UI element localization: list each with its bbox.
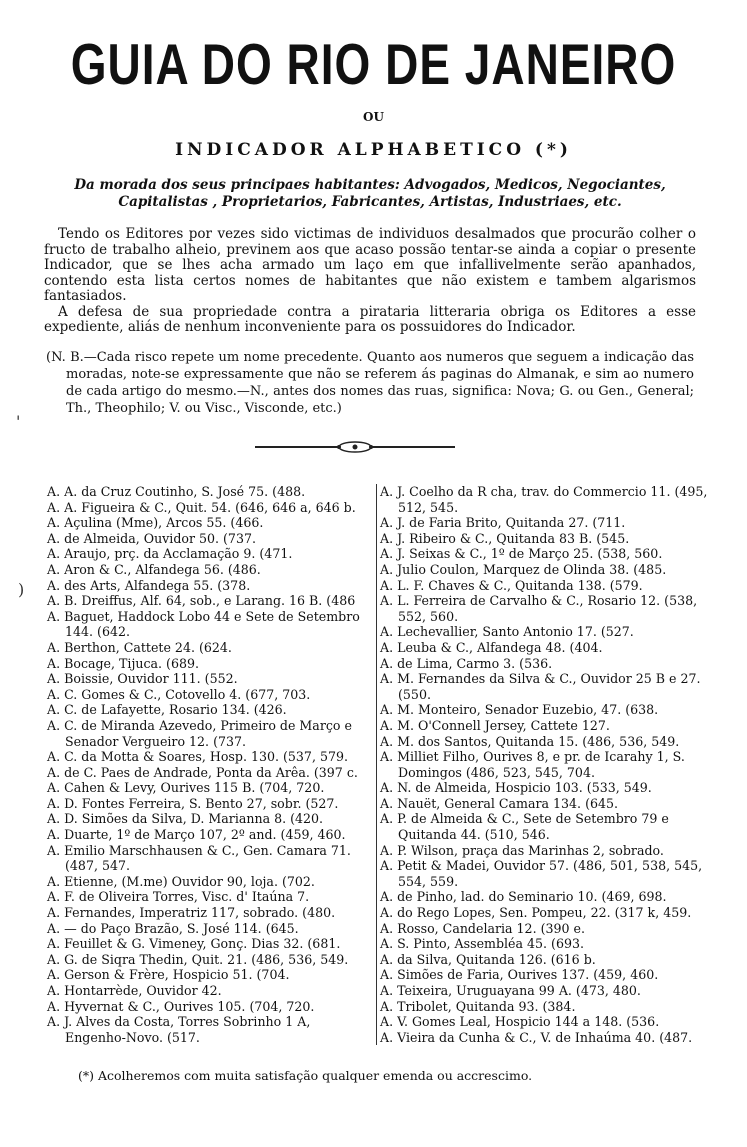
directory-entry: A. Bocage, Tijuca. (689. — [47, 655, 199, 671]
directory-entry: A. Simões de Faria, Ourives 137. (459, 460. — [380, 967, 659, 983]
directory-entry: A. Emilio Marschhausen & C., Gen. Camara 71. (487, 547. — [47, 842, 351, 874]
directory-entry: A. Hyvernat & C., Ourives 105. (704, 720. — [47, 998, 315, 1014]
directory-entry: A. Rosso, Candelaria 12. (390 e. — [380, 920, 585, 936]
footnote: (*) Acolheremos com muita satisfação qualquer emenda ou accrescimo. — [78, 1068, 533, 1083]
directory-entry: A. de Pinho, lad. do Seminario 10. (469, 698. — [380, 889, 667, 905]
directory-entry: A. de Lima, Carmo 3. (536. — [380, 655, 553, 671]
directory-entry: A. S. Pinto, Assembléa 45. (693. — [380, 936, 585, 952]
margin-bracket-icon: ) — [18, 580, 25, 599]
directory-entry: A. M. O'Connell Jersey, Cattete 127. — [380, 717, 610, 733]
directory-entry: A. Boissie, Ouvidor 111. (552. — [47, 671, 238, 687]
directory-entry: A. D. Fontes Ferreira, S. Bento 27, sobr. (527. — [47, 795, 339, 811]
directory-entry: A. B. Dreiffus, Alf. 64, sob., e Larang. 16 B. (486 — [47, 593, 356, 609]
directory-entry: A. Hontarrède, Ouvidor 42. — [47, 983, 222, 998]
directory-entry: A. J. Seixas & C., 1º de Março 25. (538, 560. — [380, 546, 663, 562]
directory-entry: A. Milliet Filho, Ourives 8, e pr. de Icarahy 1, S. Domingos (486, 523, 545, 704. — [380, 749, 685, 780]
directory-entry: A. — do Paço Brazão, S. José 114. (645. — [47, 920, 299, 936]
page-title: GUIA DO RIO DE JANEIRO — [70, 31, 677, 97]
directory-entry: A. Araujo, prç. da Acclamação 9. (471. — [47, 546, 293, 562]
intro-paragraph-1: Tendo os Editores por vezes sido victimas de individuos desalmados que procurão colher o fructo de trabalho alheio, previnem aos que acaso possão tentar-se ainda a copiar o presente Indicador, que se lhes acha armado um laço em que infallivelmente serão apanhados, contendo esta lista certos nomes de habitantes que não existem e tambem algarismos fantasiados. — [44, 226, 696, 304]
intro-paragraph-2: A defesa de sua propriedade contra a pirataria litteraria obriga os Editores a esse expediente, aliás de nenhum inconveniente para os possuidores do Indicador. — [44, 303, 696, 335]
directory-entry: A. M. Monteiro, Senador Euzebio, 47. (638. — [380, 702, 659, 718]
directory-entry: A. C. Gomes & C., Cotovello 4. (677, 703. — [47, 686, 311, 702]
directory-entry: A. Petit & Madei, Ouvidor 57. (486, 501, 538, 545, 554, 559. — [380, 858, 703, 889]
directory-entry: A. A. Figueira & C., Quit. 54. (646, 646 a, 646 b. — [47, 499, 356, 515]
directory-entry: A. L. Ferreira de Carvalho & C., Rosario 12. (538, 552, 560. — [380, 593, 698, 624]
nota-bene — [46, 349, 694, 417]
directory-entry: A. Nauët, General Camara 134. (645. — [380, 795, 619, 811]
directory-entry: A. Tribolet, Quitanda 93. (384. — [380, 998, 576, 1014]
directory-entry: A. Aron & C., Alfandega 56. (486. — [47, 561, 261, 577]
margin-mark-icon: ' — [16, 412, 21, 431]
entries-left-column — [47, 484, 373, 1045]
description-heading: Da morada dos seus principaes habitantes: Advogados, Medicos, Negociantes, Capitalistas , Proprietarios, Fabricantes, Artistas, Industriaes, etc. — [74, 177, 666, 210]
ornament-divider-icon — [255, 440, 455, 454]
directory-entry: A. P. Wilson, praça das Marinhas 2, sobrado. — [380, 842, 664, 858]
directory-entry: A. Gerson & Frère, Hospicio 51. (704. — [47, 967, 290, 983]
title-connector: OU — [363, 110, 384, 124]
directory-entry: A. de Almeida, Ouvidor 50. (737. — [47, 530, 256, 546]
directory-entry: A. L. F. Chaves & C., Quitanda 138. (579. — [380, 577, 643, 593]
directory-entry: A. Berthon, Cattete 24. (624. — [47, 639, 232, 655]
page-subtitle: INDICADOR ALPHABETICO (*) — [175, 140, 572, 160]
directory-entry: A. Baguet, Haddock Lobo 44 e Sete de Setembro 144. (642. — [47, 608, 360, 640]
directory-entry: A. Leuba & C., Alfandega 48. (404. — [380, 639, 603, 655]
directory-entry: A. Feuillet & G. Vimeney, Gonç. Dias 32. (681. — [47, 936, 341, 952]
directory-entry: A. M. Fernandes da Silva & C., Ouvidor 25 B e 27. (550. — [380, 671, 701, 702]
directory-entry: A. des Arts, Alfandega 55. (378. — [47, 577, 251, 593]
directory-entry: A. C. da Motta & Soares, Hosp. 130. (537, 579. — [47, 749, 348, 765]
directory-entry: A. Açulina (Mme), Arcos 55. (466. — [47, 515, 264, 531]
directory-entry: A. D. Simões da Silva, D. Marianna 8. (420. — [47, 811, 324, 827]
directory-entry: A. da Silva, Quitanda 126. (616 b. — [380, 951, 596, 967]
directory-entry: A. de C. Paes de Andrade, Ponta da Arêa. (397 c. — [47, 764, 358, 780]
directory-entry: A. do Rego Lopes, Sen. Pompeu, 22. (317 k, 459. — [380, 905, 692, 921]
directory-entry: A. J. Alves da Costa, Torres Sobrinho 1 A, Engenho-Novo. (517. — [47, 1014, 311, 1045]
directory-entry: A. Duarte, 1º de Março 107, 2º and. (459, 460. — [47, 827, 346, 843]
nota-bene-text: (N. B.—Cada risco repete um nome precedente. Quanto aos numeros que seguem a indicação das moradas, note-se expressamente que não se referem ás paginas do Almanak, e sim ao numero de cada artigo do mesmo.—N., antes dos nomes das ruas, significa: Nova; G. ou Gen., General; Th., Theophilo; V. ou Visc., Visconde, etc.) — [46, 350, 694, 416]
directory-entry: A. Cahen & Levy, Ourives 115 B. (704, 720. — [47, 780, 325, 796]
intro-text — [44, 227, 696, 336]
directory-entry: A. J. de Faria Brito, Quitanda 27. (711. — [380, 515, 626, 531]
directory-entry: A. N. de Almeida, Hospicio 103. (533, 549. — [380, 780, 652, 796]
directory-entry: A. Etienne, (M.me) Ouvidor 90, loja. (702. — [47, 873, 315, 889]
directory-entry: A. Teixeira, Uruguayana 99 A. (473, 480. — [380, 983, 641, 998]
directory-entry: A. P. de Almeida & C., Sete de Setembro 79 e Quitanda 44. (510, 546. — [380, 811, 669, 843]
directory-entry: A. C. de Lafayette, Rosario 134. (426. — [47, 702, 287, 718]
directory-entry: A. M. dos Santos, Quitanda 15. (486, 536, 549. — [380, 733, 680, 749]
directory-entry: A. V. Gomes Leal, Hospicio 144 a 148. (536. — [380, 1014, 660, 1030]
entries-right-column — [376, 484, 710, 1045]
directory-entry: A. G. de Siqra Thedin, Quit. 21. (486, 536, 549. — [47, 951, 349, 967]
directory-entry: A. J. Coelho da R cha, trav. do Commercio 11. (495, 512, 545. — [380, 484, 708, 515]
directory-entry: A. J. Ribeiro & C., Quitanda 83 B. (545. — [380, 530, 630, 546]
directory-entry: A. A. da Cruz Coutinho, S. José 75. (488. — [47, 484, 306, 499]
directory-entry: A. Vieira da Cunha & C., V. de Inhaúma 40. (487. — [380, 1029, 693, 1045]
directory-entry: A. Lechevallier, Santo Antonio 17. (527. — [380, 624, 634, 640]
directory-entry: A. C. de Miranda Azevedo, Primeiro de Março e Senador Vergueiro 12. (737. — [47, 717, 352, 749]
directory-entry: A. F. de Oliveira Torres, Visc. d' Itaúna 7. — [47, 889, 310, 905]
directory-entry: A. Fernandes, Imperatriz 117, sobrado. (480. — [47, 905, 336, 921]
directory-entry: A. Julio Coulon, Marquez de Olinda 38. (485. — [380, 561, 667, 577]
